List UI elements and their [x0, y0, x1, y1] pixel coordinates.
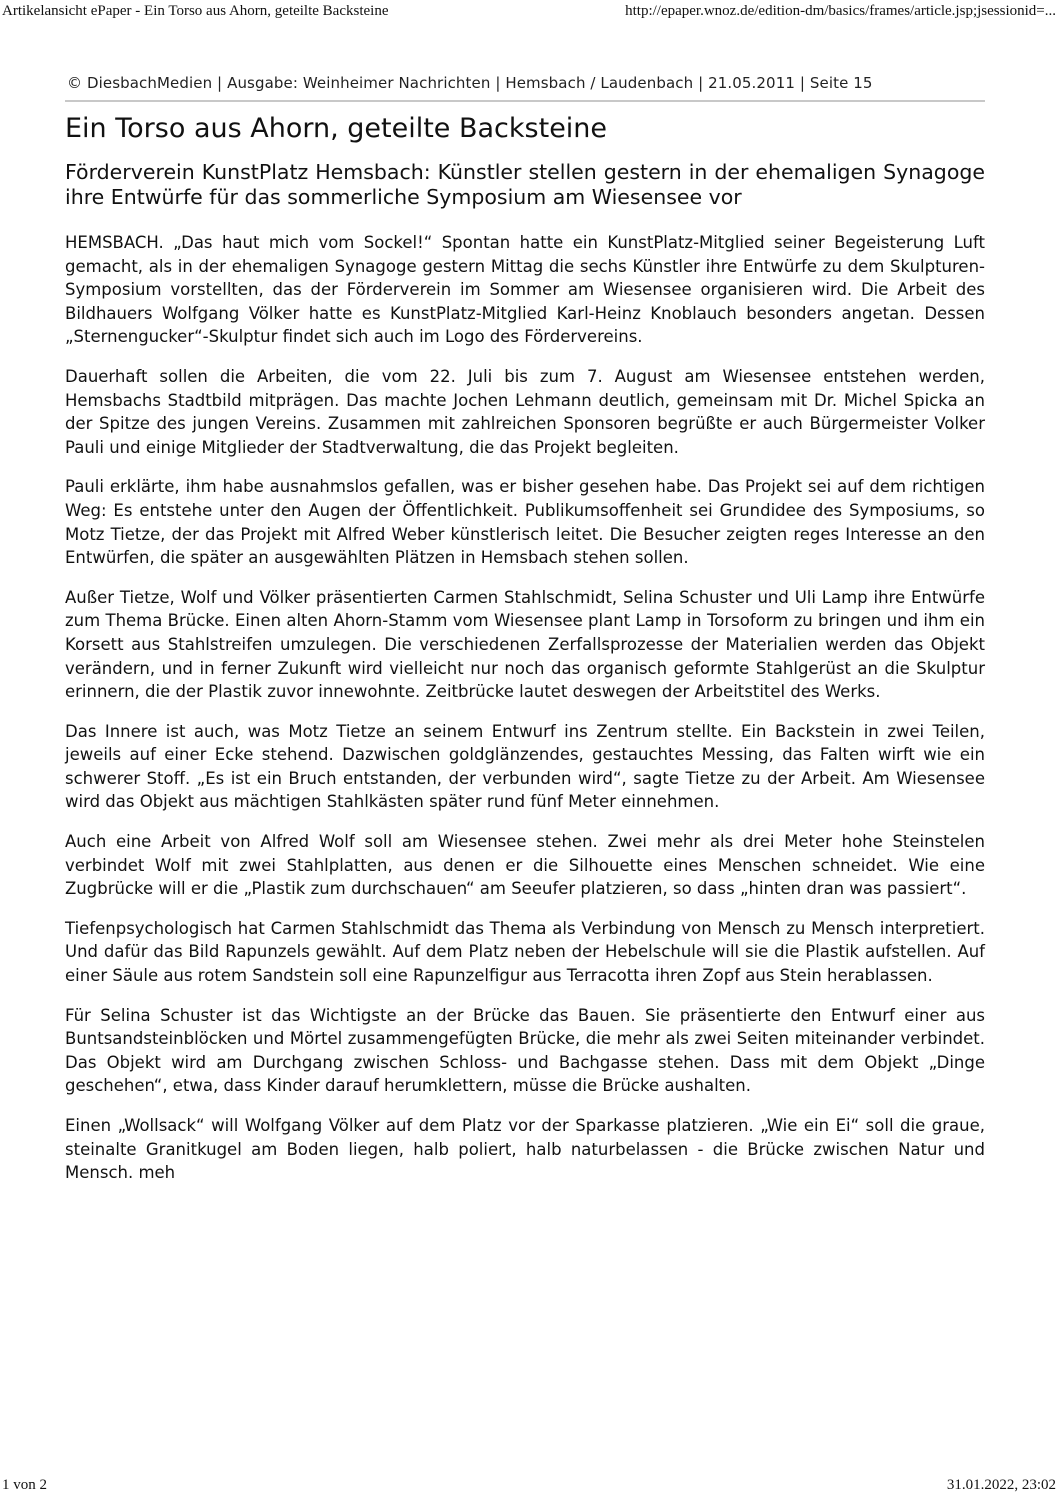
- body-paragraph: Pauli erklärte, ihm habe ausnahmslos gefallen, was er bisher gesehen habe. Das Projekt sei auf dem richtigen Weg: Es entstehe unter den Augen der Öffentlichkeit. Publikumsoffenheit sei Grundidee des Symposiums, so Motz Tietze, der das Projekt mit Alfred Weber künstlerisch leitet. Die Besucher zeigten reges Interesse an den Entwürfen, die später an ausgewählten Plätzen in Hemsbach stehen sollen.: [65, 477, 985, 568]
- body-paragraph: Einen „Wollsack“ will Wolfgang Völker auf dem Platz vor der Sparkasse platzieren. „Wie ein Ei“ soll die graue, steinalte Granitkugel am Boden liegen, halb poliert, halb naturbelassen - die Brücke zwischen Natur und Mensch. meh: [65, 1116, 985, 1183]
- article-headline: Ein Torso aus Ahorn, geteilte Backsteine: [65, 113, 608, 144]
- article-subheadline: Förderverein KunstPlatz Hemsbach: Künstler stellen gestern in der ehemaligen Synagoge ihre Entwürfe für das sommerliche Symposium am Wiesensee vor: [65, 160, 985, 209]
- publication-meta: © DiesbachMedien | Ausgabe: Weinheimer Nachrichten | Hemsbach / Laudenbach | 21.05.2011 | Seite 15: [65, 72, 985, 102]
- print-footer: [0, 1473, 1058, 1497]
- body-paragraph: Für Selina Schuster ist das Wichtigste an der Brücke das Bauen. Sie präsentierte den Entwurf einer aus Buntsandsteinblöcken und Mörtel zusammengefügten Brücke, die mehr als zwei Seiten miteinander verbindet. Das Objekt wird am Durchgang zwischen Schloss- und Bachgasse stehen. Dass mit dem Objekt „Dinge geschehen“, etwa, dass Kinder darauf herumklettern, müsse die Brücke aushalten.: [65, 1005, 985, 1096]
- body-paragraph: Tiefenpsychologisch hat Carmen Stahlschmidt das Thema als Verbindung von Mensch zu Mensch interpretiert. Und dafür das Bild Rapunzels gewählt. Auf dem Platz neben der Hebelschule will sie die Plastik aufstellen. Auf einer Säule aus rotem Sandstein soll eine Rapunzelfigur aus Terracotta ihren Zopf aus Stein herablassen.: [65, 918, 985, 986]
- body-paragraph: Dauerhaft sollen die Arbeiten, die vom 22. Juli bis zum 7. August am Wiesensee entstehen werden, Hemsbachs Stadtbild mitprägen. Das machte Jochen Lehmann deutlich, gemeinsam mit Dr. Michel Spicka an der Spitze des jungen Vereins. Zusammen mit zahlreichen Sponsoren begrüßte er auch Bürgermeister Volker Pauli und einige Mitglieder der Stadtverwaltung, die das Projekt begleiten.: [65, 366, 985, 457]
- body-paragraph: Außer Tietze, Wolf und Völker präsentierten Carmen Stahlschmidt, Selina Schuster und Uli Lamp ihre Entwürfe zum Thema Brücke. Einen alten Ahorn-Stamm vom Wiesensee plant Lamp in Torsoform zu bringen und ihm ein Korsett aus Stahlstreifen umzulegen. Die verschiedenen Zerfallsprozesse der Materialien werden das Objekt verändern, und in ferner Zukunft wird vielleicht nur noch das organisch geformte Stahlgerüst an die Skulptur erinnern, die der Plastik zuvor innewohnte. Zeitbrücke lautet deswegen der Arbeitstitel des Werks.: [65, 587, 985, 702]
- print-header: [0, 0, 1058, 22]
- print-page-number: 1 von 2: [2, 1477, 47, 1493]
- body-paragraph: HEMSBACH. „Das haut mich vom Sockel!“ Spontan hatte ein KunstPlatz-Mitglied seiner Begeisterung Luft gemacht, als in der ehemaligen Synagoge gestern Mittag die sechs Künstler ihre Entwürfe zu dem Skulpturen-Symposium vorstellten, das der Förderverein im Sommer am Wiesensee organisieren wird. Die Arbeit des Bildhauers Wolfgang Völker hatte es KunstPlatz-Mitglied Karl-Heinz Knoblauch besonders angetan. Dessen „Sternengucker“-Skulptur findet sich auch im Logo des Fördervereins.: [65, 233, 985, 347]
- print-page-title: Artikelansicht ePaper - Ein Torso aus Ahorn, geteilte Backsteine: [2, 3, 389, 19]
- print-timestamp: 31.01.2022, 23:02: [946, 1477, 1056, 1493]
- body-paragraph: Auch eine Arbeit von Alfred Wolf soll am Wiesensee stehen. Zwei mehr als drei Meter hohe Steinstelen verbindet Wolf mit zwei Stahlplatten, aus denen er die Silhouette eines Menschen schneidet. Wie eine Zugbrücke will er die „Plastik zum durchschauen“ am Seeufer platzieren, so dass „hinten dran was passiert“.: [65, 832, 985, 899]
- article: [65, 72, 985, 1201]
- print-page-url: http://epaper.wnoz.de/edition-dm/basics/frames/article.jsp;jsessionid=...: [625, 3, 1056, 19]
- body-paragraph: Das Innere ist auch, was Motz Tietze an seinem Entwurf ins Zentrum stellte. Ein Backstein in zwei Teilen, jeweils auf einer Ecke stehend. Dazwischen goldglänzendes, gestauchtes Messing, das Falten wirft wie ein schwerer Stoff. „Es ist ein Bruch entstanden, der verbunden wird“, sagte Tietze zu der Arbeit. Am Wiesensee wird das Objekt aus mächtigen Stahlkästen später rund fünf Meter einnehmen.: [65, 721, 985, 812]
- article-body: [65, 231, 985, 1185]
